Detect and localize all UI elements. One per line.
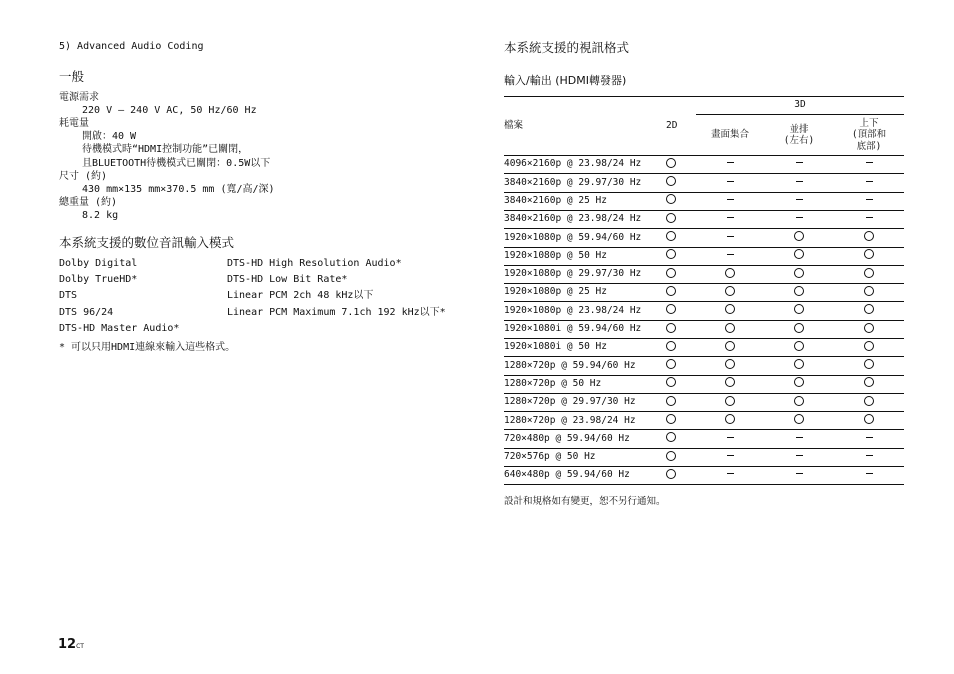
supported-circle-icon bbox=[725, 414, 735, 424]
header-2d: 2D bbox=[666, 97, 696, 156]
unsupported-dash-icon bbox=[796, 199, 803, 200]
supported-circle-icon bbox=[864, 341, 874, 351]
format-cell: 1920×1080p @ 29.97/30 Hz bbox=[504, 268, 642, 280]
unsupported-dash-icon bbox=[727, 473, 734, 474]
support-cell bbox=[764, 210, 834, 228]
header-line: 並排 bbox=[789, 123, 809, 135]
supported-circle-icon bbox=[666, 158, 676, 168]
table-row bbox=[504, 265, 904, 283]
support-cell bbox=[696, 174, 764, 192]
support-cell bbox=[696, 393, 764, 411]
supported-circle-icon bbox=[666, 359, 676, 369]
spec-label: 總重量 (約) bbox=[59, 197, 118, 209]
supported-circle-icon bbox=[725, 396, 735, 406]
support-cell bbox=[764, 393, 834, 411]
support-cell bbox=[764, 448, 834, 466]
supported-circle-icon bbox=[666, 213, 676, 223]
format-cell: 3840×2160p @ 23.98/24 Hz bbox=[504, 213, 642, 225]
unsupported-dash-icon bbox=[866, 437, 873, 438]
support-cell bbox=[696, 284, 764, 302]
supported-circle-icon bbox=[725, 304, 735, 314]
supported-circle-icon bbox=[794, 341, 804, 351]
supported-circle-icon bbox=[864, 286, 874, 296]
support-cell bbox=[764, 247, 834, 265]
support-cell bbox=[764, 357, 834, 375]
supported-circle-icon bbox=[725, 359, 735, 369]
supported-circle-icon bbox=[725, 323, 735, 333]
support-cell bbox=[834, 320, 904, 338]
reference-line: 5) Advanced Audio Coding bbox=[59, 41, 204, 52]
support-cell bbox=[666, 412, 696, 430]
support-cell bbox=[666, 338, 696, 356]
support-cell bbox=[666, 393, 696, 411]
format-cell: 640×480p @ 59.94/60 Hz bbox=[504, 469, 630, 481]
support-cell bbox=[764, 430, 834, 448]
table-row bbox=[504, 357, 904, 375]
table-row bbox=[504, 229, 904, 247]
supported-circle-icon bbox=[864, 231, 874, 241]
table-row bbox=[504, 467, 904, 485]
supported-circle-icon bbox=[666, 469, 676, 479]
spec-block-consumption bbox=[59, 117, 459, 170]
unsupported-dash-icon bbox=[866, 199, 873, 200]
support-cell bbox=[834, 357, 904, 375]
support-cell bbox=[834, 156, 904, 174]
support-cell bbox=[834, 229, 904, 247]
support-cell bbox=[666, 192, 696, 210]
page-number-suffix: CT bbox=[76, 643, 84, 650]
format-cell: 1280×720p @ 29.97/30 Hz bbox=[504, 396, 636, 408]
supported-circle-icon bbox=[666, 414, 676, 424]
supported-circle-icon bbox=[666, 323, 676, 333]
audio-format: DTS-HD Master Audio* bbox=[59, 322, 180, 334]
support-cell bbox=[696, 210, 764, 228]
page-number bbox=[58, 636, 84, 653]
format-cell: 1920×1080p @ 25 Hz bbox=[504, 286, 607, 298]
supported-circle-icon bbox=[666, 268, 676, 278]
format-cell: 1920×1080p @ 50 Hz bbox=[504, 249, 607, 261]
unsupported-dash-icon bbox=[727, 455, 734, 456]
support-cell bbox=[696, 302, 764, 320]
support-cell bbox=[834, 430, 904, 448]
supported-circle-icon bbox=[794, 359, 804, 369]
format-cell: 1920×1080i @ 50 Hz bbox=[504, 341, 607, 353]
table-row bbox=[504, 375, 904, 393]
video-subtitle: 輸入/輸出 (HDMI轉發器) bbox=[504, 73, 627, 87]
unsupported-dash-icon bbox=[866, 217, 873, 218]
supported-circle-icon bbox=[725, 341, 735, 351]
header-3d: 3D bbox=[696, 97, 904, 115]
support-cell bbox=[834, 412, 904, 430]
support-cell bbox=[696, 265, 764, 283]
spec-value: 且BLUETOOTH待機模式已關閉：0.5W以下 bbox=[82, 157, 271, 169]
audio-format bbox=[227, 322, 467, 335]
format-cell: 720×576p @ 50 Hz bbox=[504, 451, 596, 463]
spec-block-dimensions bbox=[59, 170, 459, 196]
supported-circle-icon bbox=[864, 377, 874, 387]
supported-circle-icon bbox=[864, 414, 874, 424]
support-cell bbox=[696, 229, 764, 247]
supported-circle-icon bbox=[666, 249, 676, 259]
support-cell bbox=[666, 375, 696, 393]
spec-label: 電源需求 bbox=[59, 91, 99, 103]
support-cell bbox=[834, 247, 904, 265]
unsupported-dash-icon bbox=[727, 437, 734, 438]
support-cell bbox=[764, 302, 834, 320]
supported-circle-icon bbox=[666, 377, 676, 387]
header-side-by-side bbox=[764, 115, 834, 156]
unsupported-dash-icon bbox=[796, 455, 803, 456]
support-cell bbox=[666, 302, 696, 320]
table-row bbox=[504, 302, 904, 320]
support-cell bbox=[666, 229, 696, 247]
audio-format: DTS-HD Low Bit Rate* bbox=[227, 274, 348, 286]
header-line: 上下 bbox=[859, 117, 879, 129]
supported-circle-icon bbox=[864, 396, 874, 406]
unsupported-dash-icon bbox=[866, 181, 873, 182]
audio-format: DTS-HD High Resolution Audio* bbox=[227, 258, 402, 270]
supported-circle-icon bbox=[794, 414, 804, 424]
support-cell bbox=[834, 338, 904, 356]
supported-circle-icon bbox=[666, 231, 676, 241]
support-cell bbox=[696, 156, 764, 174]
format-cell: 4096×2160p @ 23.98/24 Hz bbox=[504, 158, 642, 170]
supported-circle-icon bbox=[864, 304, 874, 314]
support-cell bbox=[764, 375, 834, 393]
spec-value: 8.2 kg bbox=[82, 210, 119, 222]
supported-circle-icon bbox=[725, 268, 735, 278]
supported-circle-icon bbox=[864, 323, 874, 333]
support-cell bbox=[696, 430, 764, 448]
support-cell bbox=[834, 174, 904, 192]
support-cell bbox=[764, 467, 834, 485]
support-cell bbox=[666, 430, 696, 448]
supported-circle-icon bbox=[864, 359, 874, 369]
format-cell: 1920×1080i @ 59.94/60 Hz bbox=[504, 323, 642, 335]
supported-circle-icon bbox=[794, 268, 804, 278]
unsupported-dash-icon bbox=[727, 236, 734, 237]
supported-circle-icon bbox=[725, 286, 735, 296]
supported-circle-icon bbox=[794, 249, 804, 259]
support-cell bbox=[666, 174, 696, 192]
header-file: 檔案 bbox=[504, 97, 666, 156]
table-row bbox=[504, 174, 904, 192]
left-column bbox=[59, 40, 459, 354]
header-frame-packing: 畫面集合 bbox=[710, 129, 749, 141]
supported-circle-icon bbox=[725, 377, 735, 387]
unsupported-dash-icon bbox=[866, 455, 873, 456]
page-number-value: 12 bbox=[58, 637, 77, 652]
table-row bbox=[504, 320, 904, 338]
supported-circle-icon bbox=[666, 341, 676, 351]
format-cell: 3840×2160p @ 25 Hz bbox=[504, 194, 607, 206]
support-cell bbox=[764, 265, 834, 283]
unsupported-dash-icon bbox=[727, 254, 734, 255]
unsupported-dash-icon bbox=[796, 181, 803, 182]
unsupported-dash-icon bbox=[796, 162, 803, 163]
supported-circle-icon bbox=[864, 268, 874, 278]
support-cell bbox=[666, 247, 696, 265]
table-row bbox=[504, 284, 904, 302]
format-cell: 1280×720p @ 59.94/60 Hz bbox=[504, 359, 636, 371]
table-row bbox=[504, 247, 904, 265]
video-format-rows bbox=[504, 156, 904, 485]
audio-format: DTS 96/24 bbox=[59, 306, 114, 318]
supported-circle-icon bbox=[666, 176, 676, 186]
spec-value: 430 mm×135 mm×370.5 mm (寬/高/深) bbox=[82, 184, 275, 195]
support-cell bbox=[764, 192, 834, 210]
support-cell bbox=[834, 393, 904, 411]
table-row bbox=[504, 156, 904, 174]
support-cell bbox=[764, 338, 834, 356]
unsupported-dash-icon bbox=[866, 162, 873, 163]
supported-circle-icon bbox=[794, 323, 804, 333]
support-cell bbox=[764, 284, 834, 302]
spec-value: 220 V – 240 V AC, 50 Hz/60 Hz bbox=[82, 104, 257, 116]
unsupported-dash-icon bbox=[727, 199, 734, 200]
unsupported-dash-icon bbox=[866, 473, 873, 474]
video-format-table bbox=[504, 96, 904, 485]
audio-format: DTS bbox=[59, 290, 78, 302]
unsupported-dash-icon bbox=[727, 217, 734, 218]
format-cell: 3840×2160p @ 29.97/30 Hz bbox=[504, 176, 642, 188]
support-cell bbox=[764, 320, 834, 338]
support-cell bbox=[696, 412, 764, 430]
support-cell bbox=[834, 265, 904, 283]
supported-circle-icon bbox=[794, 304, 804, 314]
support-cell bbox=[666, 320, 696, 338]
audio-format: Linear PCM Maximum 7.1ch 192 kHz以下* bbox=[227, 306, 446, 318]
audio-section-title: 本系統支援的數位音訊輸入模式 bbox=[59, 234, 235, 250]
supported-circle-icon bbox=[666, 194, 676, 204]
table-row bbox=[504, 430, 904, 448]
supported-circle-icon bbox=[666, 432, 676, 442]
table-row bbox=[504, 393, 904, 411]
supported-circle-icon bbox=[794, 396, 804, 406]
support-cell bbox=[696, 357, 764, 375]
audio-format: Dolby Digital bbox=[59, 258, 138, 270]
video-section-title: 本系統支援的視訊格式 bbox=[504, 40, 630, 55]
format-cell: 1920×1080p @ 59.94/60 Hz bbox=[504, 231, 642, 243]
spec-label: 尺寸 (約) bbox=[59, 170, 108, 182]
support-cell bbox=[696, 448, 764, 466]
support-cell bbox=[764, 229, 834, 247]
spec-label: 耗電量 bbox=[59, 118, 89, 130]
header-line: (左右) bbox=[783, 135, 815, 147]
support-cell bbox=[696, 338, 764, 356]
support-cell bbox=[696, 247, 764, 265]
footnote: * 可以只用HDMI連線來輸入這些格式。 bbox=[59, 342, 236, 353]
spec-value: 待機模式時“HDMI控制功能”已關閉， bbox=[82, 144, 249, 156]
supported-circle-icon bbox=[794, 377, 804, 387]
table-row bbox=[504, 210, 904, 228]
spec-block-power bbox=[59, 91, 459, 117]
header-line: (頂部和 bbox=[851, 129, 887, 141]
format-cell: 1280×720p @ 50 Hz bbox=[504, 377, 602, 389]
unsupported-dash-icon bbox=[796, 217, 803, 218]
header-top-bottom bbox=[834, 115, 904, 156]
support-cell bbox=[834, 375, 904, 393]
spec-change-note: 設計和規格如有變更，恕不另行通知。 bbox=[504, 496, 666, 508]
format-cell: 1920×1080p @ 23.98/24 Hz bbox=[504, 304, 642, 316]
supported-circle-icon bbox=[666, 396, 676, 406]
spec-block-weight bbox=[59, 196, 459, 222]
support-cell bbox=[696, 375, 764, 393]
support-cell bbox=[696, 467, 764, 485]
support-cell bbox=[666, 284, 696, 302]
supported-circle-icon bbox=[864, 249, 874, 259]
support-cell bbox=[666, 210, 696, 228]
support-cell bbox=[834, 467, 904, 485]
header-line: 底部) bbox=[856, 140, 882, 152]
supported-circle-icon bbox=[666, 304, 676, 314]
spec-value: 開啟：40 W bbox=[82, 131, 137, 143]
support-cell bbox=[666, 265, 696, 283]
support-cell bbox=[764, 174, 834, 192]
unsupported-dash-icon bbox=[727, 181, 734, 182]
audio-format-list bbox=[59, 257, 459, 335]
supported-circle-icon bbox=[666, 286, 676, 296]
support-cell bbox=[834, 302, 904, 320]
support-cell bbox=[764, 412, 834, 430]
unsupported-dash-icon bbox=[727, 162, 734, 163]
audio-format: Dolby TrueHD* bbox=[59, 274, 138, 286]
format-cell: 720×480p @ 59.94/60 Hz bbox=[504, 432, 630, 444]
supported-circle-icon bbox=[794, 286, 804, 296]
support-cell bbox=[666, 156, 696, 174]
format-cell: 1280×720p @ 23.98/24 Hz bbox=[504, 414, 636, 426]
unsupported-dash-icon bbox=[796, 437, 803, 438]
support-cell bbox=[834, 448, 904, 466]
support-cell bbox=[666, 467, 696, 485]
support-cell bbox=[834, 192, 904, 210]
support-cell bbox=[696, 320, 764, 338]
table-row bbox=[504, 448, 904, 466]
support-cell bbox=[764, 156, 834, 174]
unsupported-dash-icon bbox=[796, 473, 803, 474]
support-cell bbox=[834, 284, 904, 302]
table-row bbox=[504, 192, 904, 210]
support-cell bbox=[696, 192, 764, 210]
table-row bbox=[504, 412, 904, 430]
audio-format: Linear PCM 2ch 48 kHz以下 bbox=[227, 290, 374, 302]
supported-circle-icon bbox=[794, 231, 804, 241]
support-cell bbox=[834, 210, 904, 228]
support-cell bbox=[666, 357, 696, 375]
support-cell bbox=[666, 448, 696, 466]
general-title: 一般 bbox=[59, 69, 85, 85]
right-column bbox=[504, 40, 904, 509]
table-row bbox=[504, 338, 904, 356]
supported-circle-icon bbox=[666, 451, 676, 461]
